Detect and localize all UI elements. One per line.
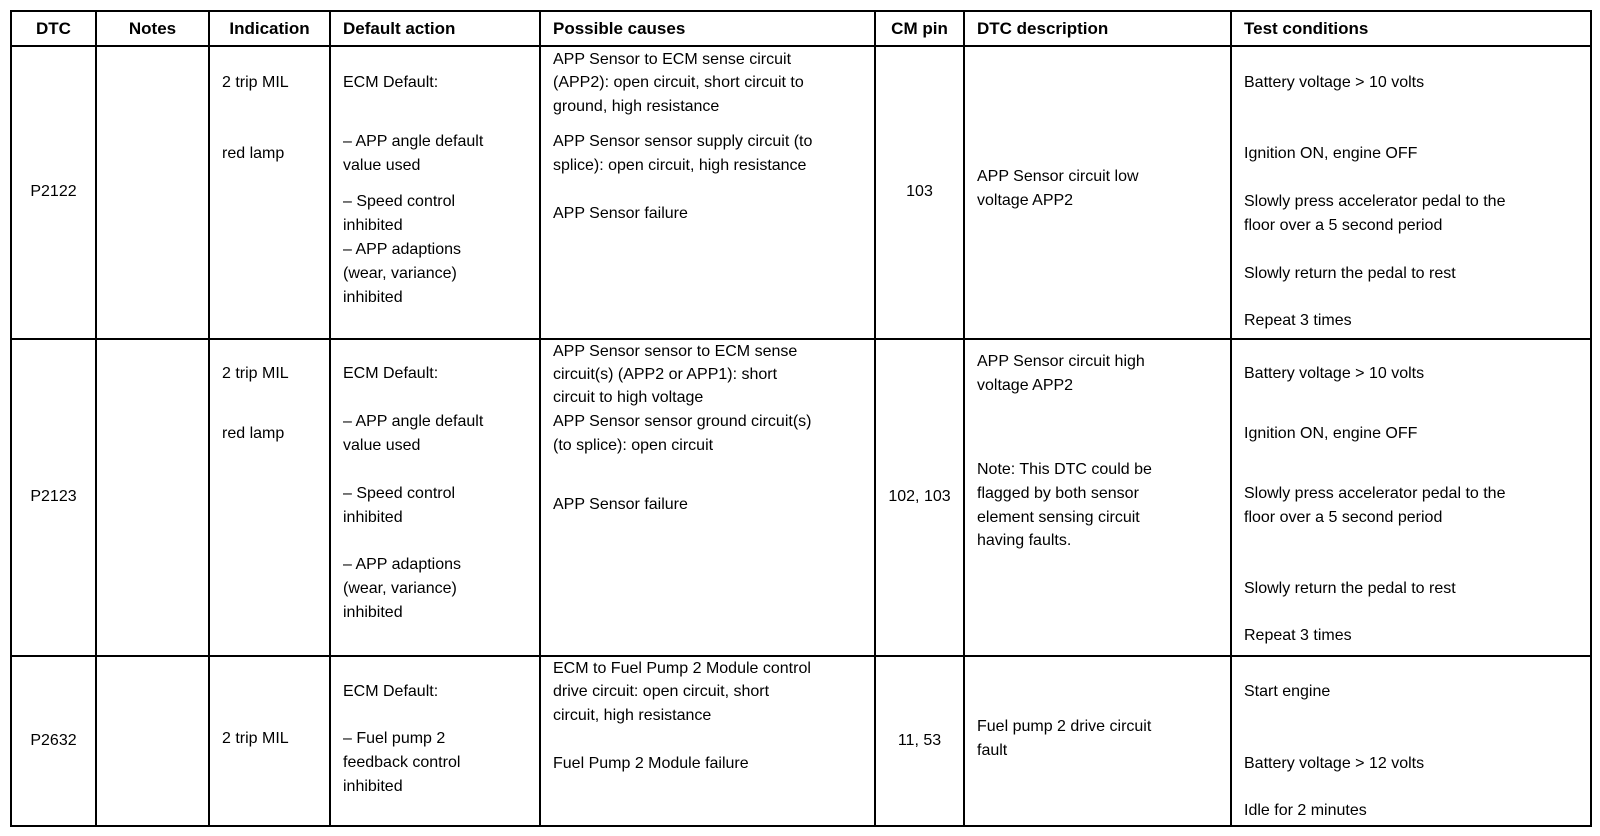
indication-cell — [209, 339, 330, 656]
text-line: value used — [343, 436, 421, 454]
text-line: splice): open circuit, high resistance — [553, 157, 807, 174]
text-line: APP Sensor sensor to ECM sense — [553, 342, 798, 360]
text-line: inhibited — [343, 508, 403, 526]
text-line: circuit, high resistance — [553, 707, 712, 725]
text-line: Ignition ON, engine OFF — [1244, 424, 1418, 442]
text-line: – APP angle default — [343, 412, 484, 430]
text-line: ECM to Fuel Pump 2 Module control — [553, 660, 811, 678]
text-line: circuit to high voltage — [553, 388, 704, 406]
text-line: floor over a 5 second period — [1244, 217, 1443, 234]
text-line: Battery voltage > 10 volts — [1244, 74, 1425, 91]
text-line: 2 trip MIL — [222, 730, 289, 748]
text-line: red lamp — [222, 145, 285, 162]
text-line: feedback control — [343, 754, 461, 772]
text-line: fault — [977, 742, 1008, 760]
table-row — [11, 656, 1591, 826]
header-default-action: Default action — [330, 11, 540, 46]
text-line: red lamp — [222, 424, 285, 442]
notes-cell — [96, 339, 209, 656]
possible-causes-cell — [540, 656, 875, 826]
text-line: floor over a 5 second period — [1244, 508, 1443, 526]
header-cm-pin: CM pin — [875, 11, 964, 46]
header-possible-causes: Possible causes — [540, 11, 875, 46]
dtc-table — [10, 10, 1592, 827]
text-line: having faults. — [977, 531, 1072, 549]
text-line: Idle for 2 minutes — [1244, 802, 1367, 820]
cm-pin-cell: 103 — [875, 46, 964, 339]
dtc-code: P2122 — [11, 46, 96, 339]
header-row — [11, 11, 1591, 46]
text-line: Battery voltage > 10 volts — [1244, 364, 1425, 382]
text-line: APP Sensor circuit high — [977, 352, 1145, 370]
text-line: APP Sensor circuit low — [977, 168, 1139, 185]
text-line: inhibited — [343, 603, 403, 621]
table-row — [11, 46, 1591, 339]
text-line: 2 trip MIL — [222, 74, 289, 91]
text-line: (APP2): open circuit, short circuit to — [553, 74, 804, 91]
text-line: ECM Default: — [343, 683, 439, 701]
notes-cell — [96, 46, 209, 339]
text-line: Slowly return the pedal to rest — [1244, 265, 1456, 282]
text-line: APP Sensor failure — [553, 495, 688, 513]
text-line: (to splice): open circuit — [553, 436, 714, 454]
cm-pin-cell: 102, 103 — [875, 339, 964, 656]
default-action-cell — [330, 46, 540, 339]
text-line: Ignition ON, engine OFF — [1244, 145, 1418, 162]
text-line: Fuel Pump 2 Module failure — [553, 755, 749, 773]
possible-causes-cell — [540, 339, 875, 656]
notes-cell — [96, 656, 209, 826]
dtc-code: P2123 — [11, 339, 96, 656]
text-line: – Speed control — [343, 484, 456, 502]
text-line: APP Sensor to ECM sense circuit — [553, 51, 792, 68]
text-line: APP Sensor failure — [553, 205, 688, 222]
text-line: ground, high resistance — [553, 98, 720, 115]
text-line: Note: This DTC could be — [977, 460, 1152, 478]
text-line: flagged by both sensor — [977, 484, 1139, 502]
text-line: – Speed control — [343, 193, 456, 210]
cm-pin-cell: 11, 53 — [875, 656, 964, 826]
text-line: ECM Default: — [343, 364, 439, 382]
dtc-description-cell — [964, 656, 1231, 826]
test-conditions-cell — [1231, 656, 1591, 826]
text-line: voltage APP2 — [977, 376, 1074, 394]
dtc-code: P2632 — [11, 656, 96, 826]
text-line: Slowly press accelerator pedal to the — [1244, 193, 1506, 210]
text-line: inhibited — [343, 289, 403, 306]
dtc-description-cell — [964, 46, 1231, 339]
header-notes: Notes — [96, 11, 209, 46]
text-line: – Fuel pump 2 — [343, 730, 446, 748]
text-line: inhibited — [343, 778, 403, 796]
text-line: – APP angle default — [343, 133, 484, 150]
text-line: voltage APP2 — [977, 192, 1074, 209]
text-line: – APP adaptions — [343, 241, 462, 258]
default-action-cell — [330, 339, 540, 656]
text-line: (wear, variance) — [343, 579, 457, 597]
header-test-conditions: Test conditions — [1231, 11, 1591, 46]
text-line: Fuel pump 2 drive circuit — [977, 718, 1152, 736]
text-line: (wear, variance) — [343, 265, 457, 282]
header-dtc: DTC — [11, 11, 96, 46]
text-line: Slowly press accelerator pedal to the — [1244, 484, 1506, 502]
text-line: element sensing circuit — [977, 508, 1140, 526]
table-row — [11, 339, 1591, 656]
text-line: Repeat 3 times — [1244, 626, 1352, 644]
text-line: Slowly return the pedal to rest — [1244, 579, 1456, 597]
text-line: circuit(s) (APP2 or APP1): short — [553, 365, 778, 383]
test-conditions-cell — [1231, 339, 1591, 656]
header-indication: Indication — [209, 11, 330, 46]
indication-cell — [209, 656, 330, 826]
text-line: – APP adaptions — [343, 555, 462, 573]
dtc-description-cell — [964, 339, 1231, 656]
test-conditions-cell — [1231, 46, 1591, 339]
header-dtc-description: DTC description — [964, 11, 1231, 46]
text-line: Start engine — [1244, 683, 1331, 701]
text-line: 2 trip MIL — [222, 364, 289, 382]
text-line: value used — [343, 157, 421, 174]
text-line: Repeat 3 times — [1244, 312, 1352, 329]
possible-causes-cell — [540, 46, 875, 339]
default-action-cell — [330, 656, 540, 826]
indication-cell — [209, 46, 330, 339]
text-line: ECM Default: — [343, 74, 439, 91]
text-line: drive circuit: open circuit, short — [553, 683, 770, 701]
text-line: inhibited — [343, 217, 403, 234]
text-line: APP Sensor sensor supply circuit (to — [553, 133, 813, 150]
text-line: APP Sensor sensor ground circuit(s) — [553, 412, 812, 430]
text-line: Battery voltage > 12 volts — [1244, 755, 1425, 773]
